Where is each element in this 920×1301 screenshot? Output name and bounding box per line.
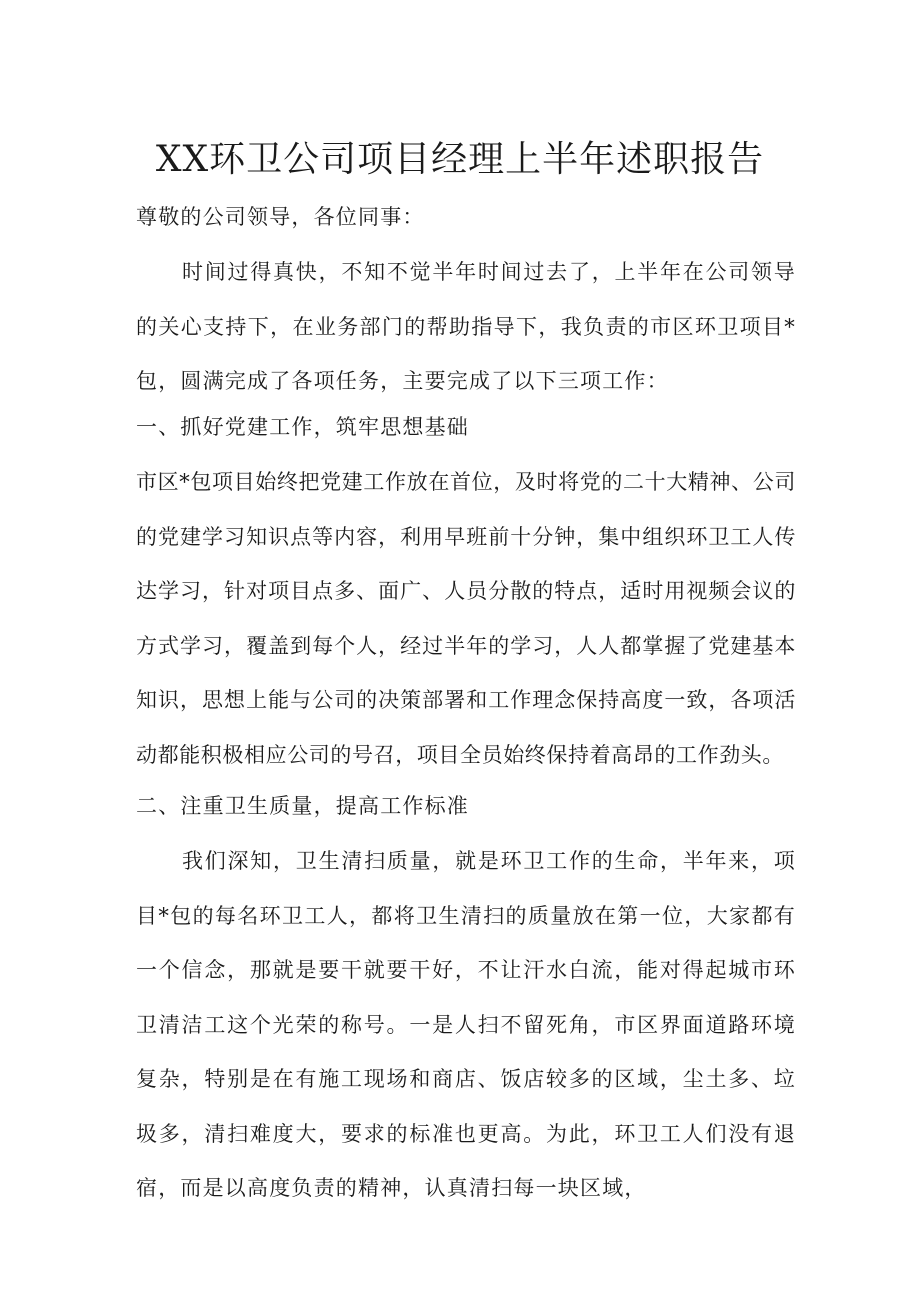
salutation: 尊敬的公司领导，各位同事： bbox=[136, 205, 425, 229]
document-title: XX环卫公司项目经理上半年述职报告 bbox=[155, 139, 765, 180]
section-heading-2: 二、注重卫生质量，提高工作标准 bbox=[136, 794, 469, 818]
intro-paragraph: 时间过得真快，不知不觉半年时间过去了，上半年在公司领导的关心支持下，在业务部门的帮助指导下，我负责的市区环卫项目*包，圆满完成了各项任务，主要完成了以下三项工作： bbox=[136, 260, 796, 393]
section-body-2: 我们深知，卫生清扫质量，就是环卫工作的生命，半年来，项目*包的每名环卫工人，都将卫生清扫的质量放在第一位，大家都有一个信念，那就是要干就要干好，不让汗水白流，能对得起城市环卫清洁工这个光荣的称号。一是人扫不留死角，市区界面道路环境复杂，特别是在有施工现场和商店、饭店较多的区域，尘土多、垃圾多，清扫难度大，要求的标准也更高。为此，环卫工人们没有退宿，而是以高度负责的精神，认真清扫每一块区域， bbox=[136, 849, 796, 1200]
section-body-1: 市区*包项目始终把党建工作放在首位，及时将党的二十大精神、公司的党建学习知识点等内容，利用早班前十分钟，集中组织环卫工人传达学习，针对项目点多、面广、人员分散的特点，适时用视频会议的方式学习，覆盖到每个人，经过半年的学习，人人都掌握了党建基本知识，思想上能与公司的决策部署和工作理念保持高度一致，各项活动都能积极相应公司的号召，项目全员始终保持着高昂的工作劲头。 bbox=[136, 470, 796, 767]
section-heading-1: 一、抓好党建工作，筑牢思想基础 bbox=[136, 415, 469, 439]
